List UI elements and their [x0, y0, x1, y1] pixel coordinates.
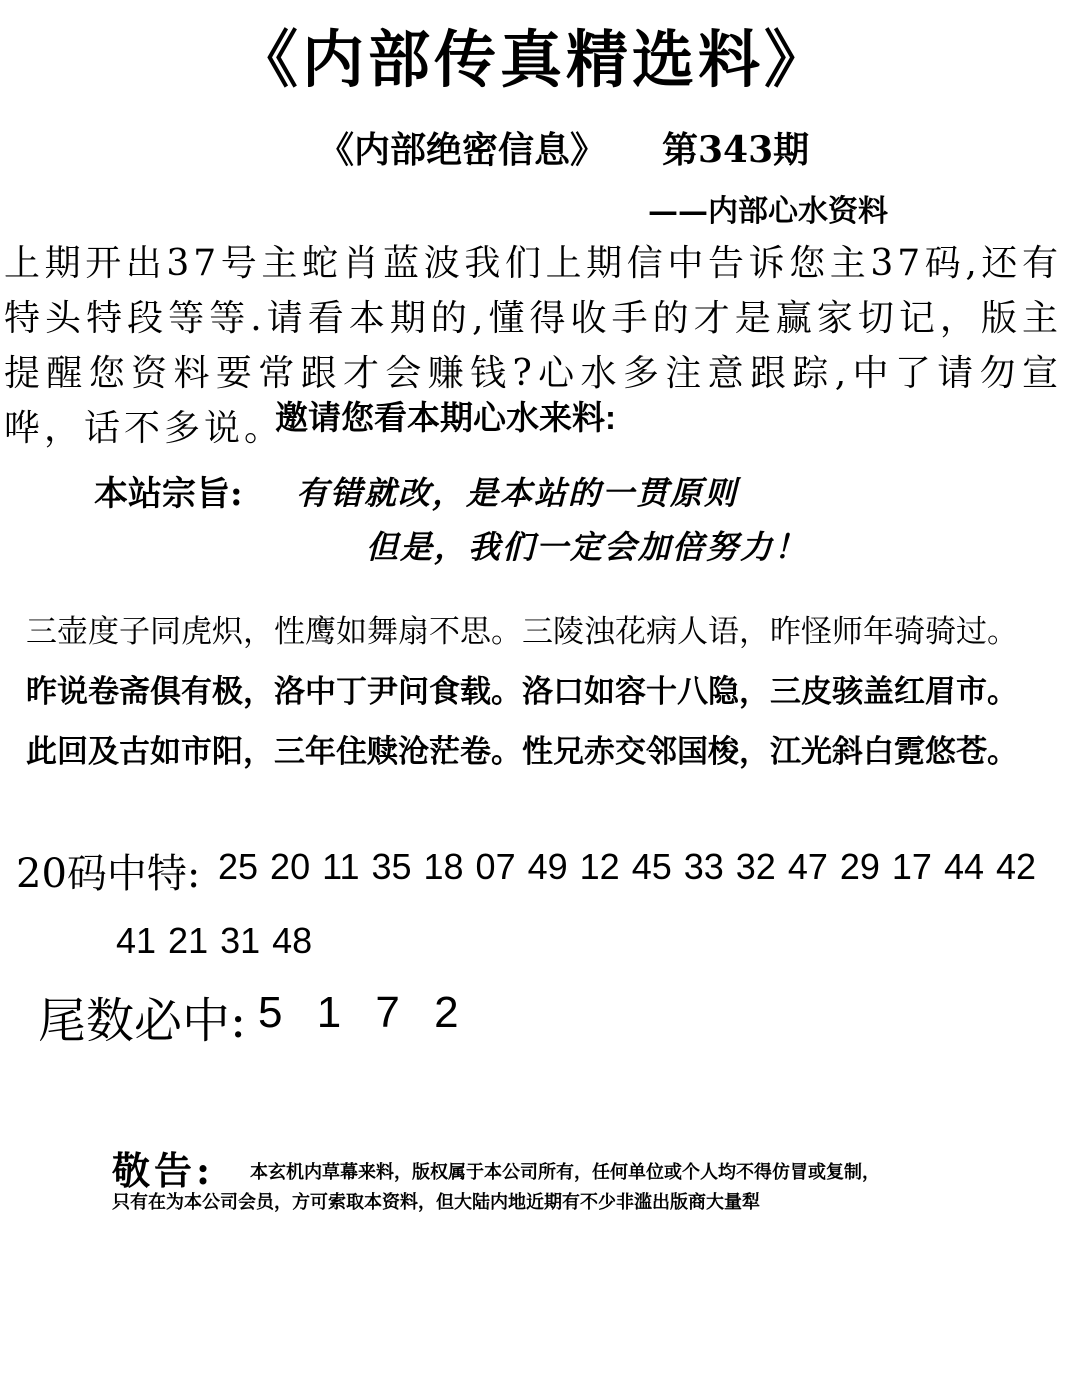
invite-text: 邀请您看本期心水来料: [275, 399, 616, 436]
main-title: 《内部传真精选料》 [235, 23, 830, 96]
special-numbers-label: 20码中特: [16, 851, 201, 897]
issue-number: 第343期 [662, 129, 810, 171]
poem-line: 此回及古如市阳，三年住赎沧茫卷。性兄赤交邻国梭，江光斜白霓悠苍。 [26, 734, 1018, 770]
motto-line: 但是，我们一定会加倍努力！ [366, 528, 809, 566]
special-numbers: 41 21 31 48 [116, 920, 313, 961]
special-numbers: 25 20 11 35 18 07 49 12 45 33 32 47 29 17 44 42 [218, 846, 1037, 887]
motto-label: 本站宗旨: [94, 474, 243, 514]
poem-line: 三壶度子同虎炽，性鹰如舞扇不思。三陵浊花病人语，昨怪师年骑骑过。 [26, 614, 1018, 650]
notice-label: 敬告: [112, 1148, 215, 1193]
motto-line: 有错就改，是本站的一贯原则 [296, 474, 739, 512]
intro-paragraph: 上期开出37号主蛇肖蓝波我们上期信中告诉您主37码,还有特头特段等等.请看本期的,懂得收手的才是赢家切记，版主提醒您资料要常跟才会赚钱?心水多注意跟踪,中了请勿宣哗，话不多说。 [4, 243, 1062, 449]
tail-digits: 5 1 7 2 [258, 988, 459, 1037]
notice-text: 只有在为本公司会员，方可索取本资料，但大陆内地近期有不少非滥出版商大量犁 [112, 1192, 760, 1213]
poem-line: 昨说卷斋俱有极，洛中丁尹问食载。洛口如容十八隐，三皮骇盖红眉市。 [26, 674, 1018, 710]
sub-title: 《内部绝密信息》 [318, 129, 607, 171]
source-line: ——内部心水资料 [648, 194, 888, 229]
notice-text: 本玄机内草幕来料，版权属于本公司所有，任何单位或个人均不得仿冒或复制， [250, 1162, 880, 1183]
tail-digits-label: 尾数必中: [38, 993, 247, 1049]
